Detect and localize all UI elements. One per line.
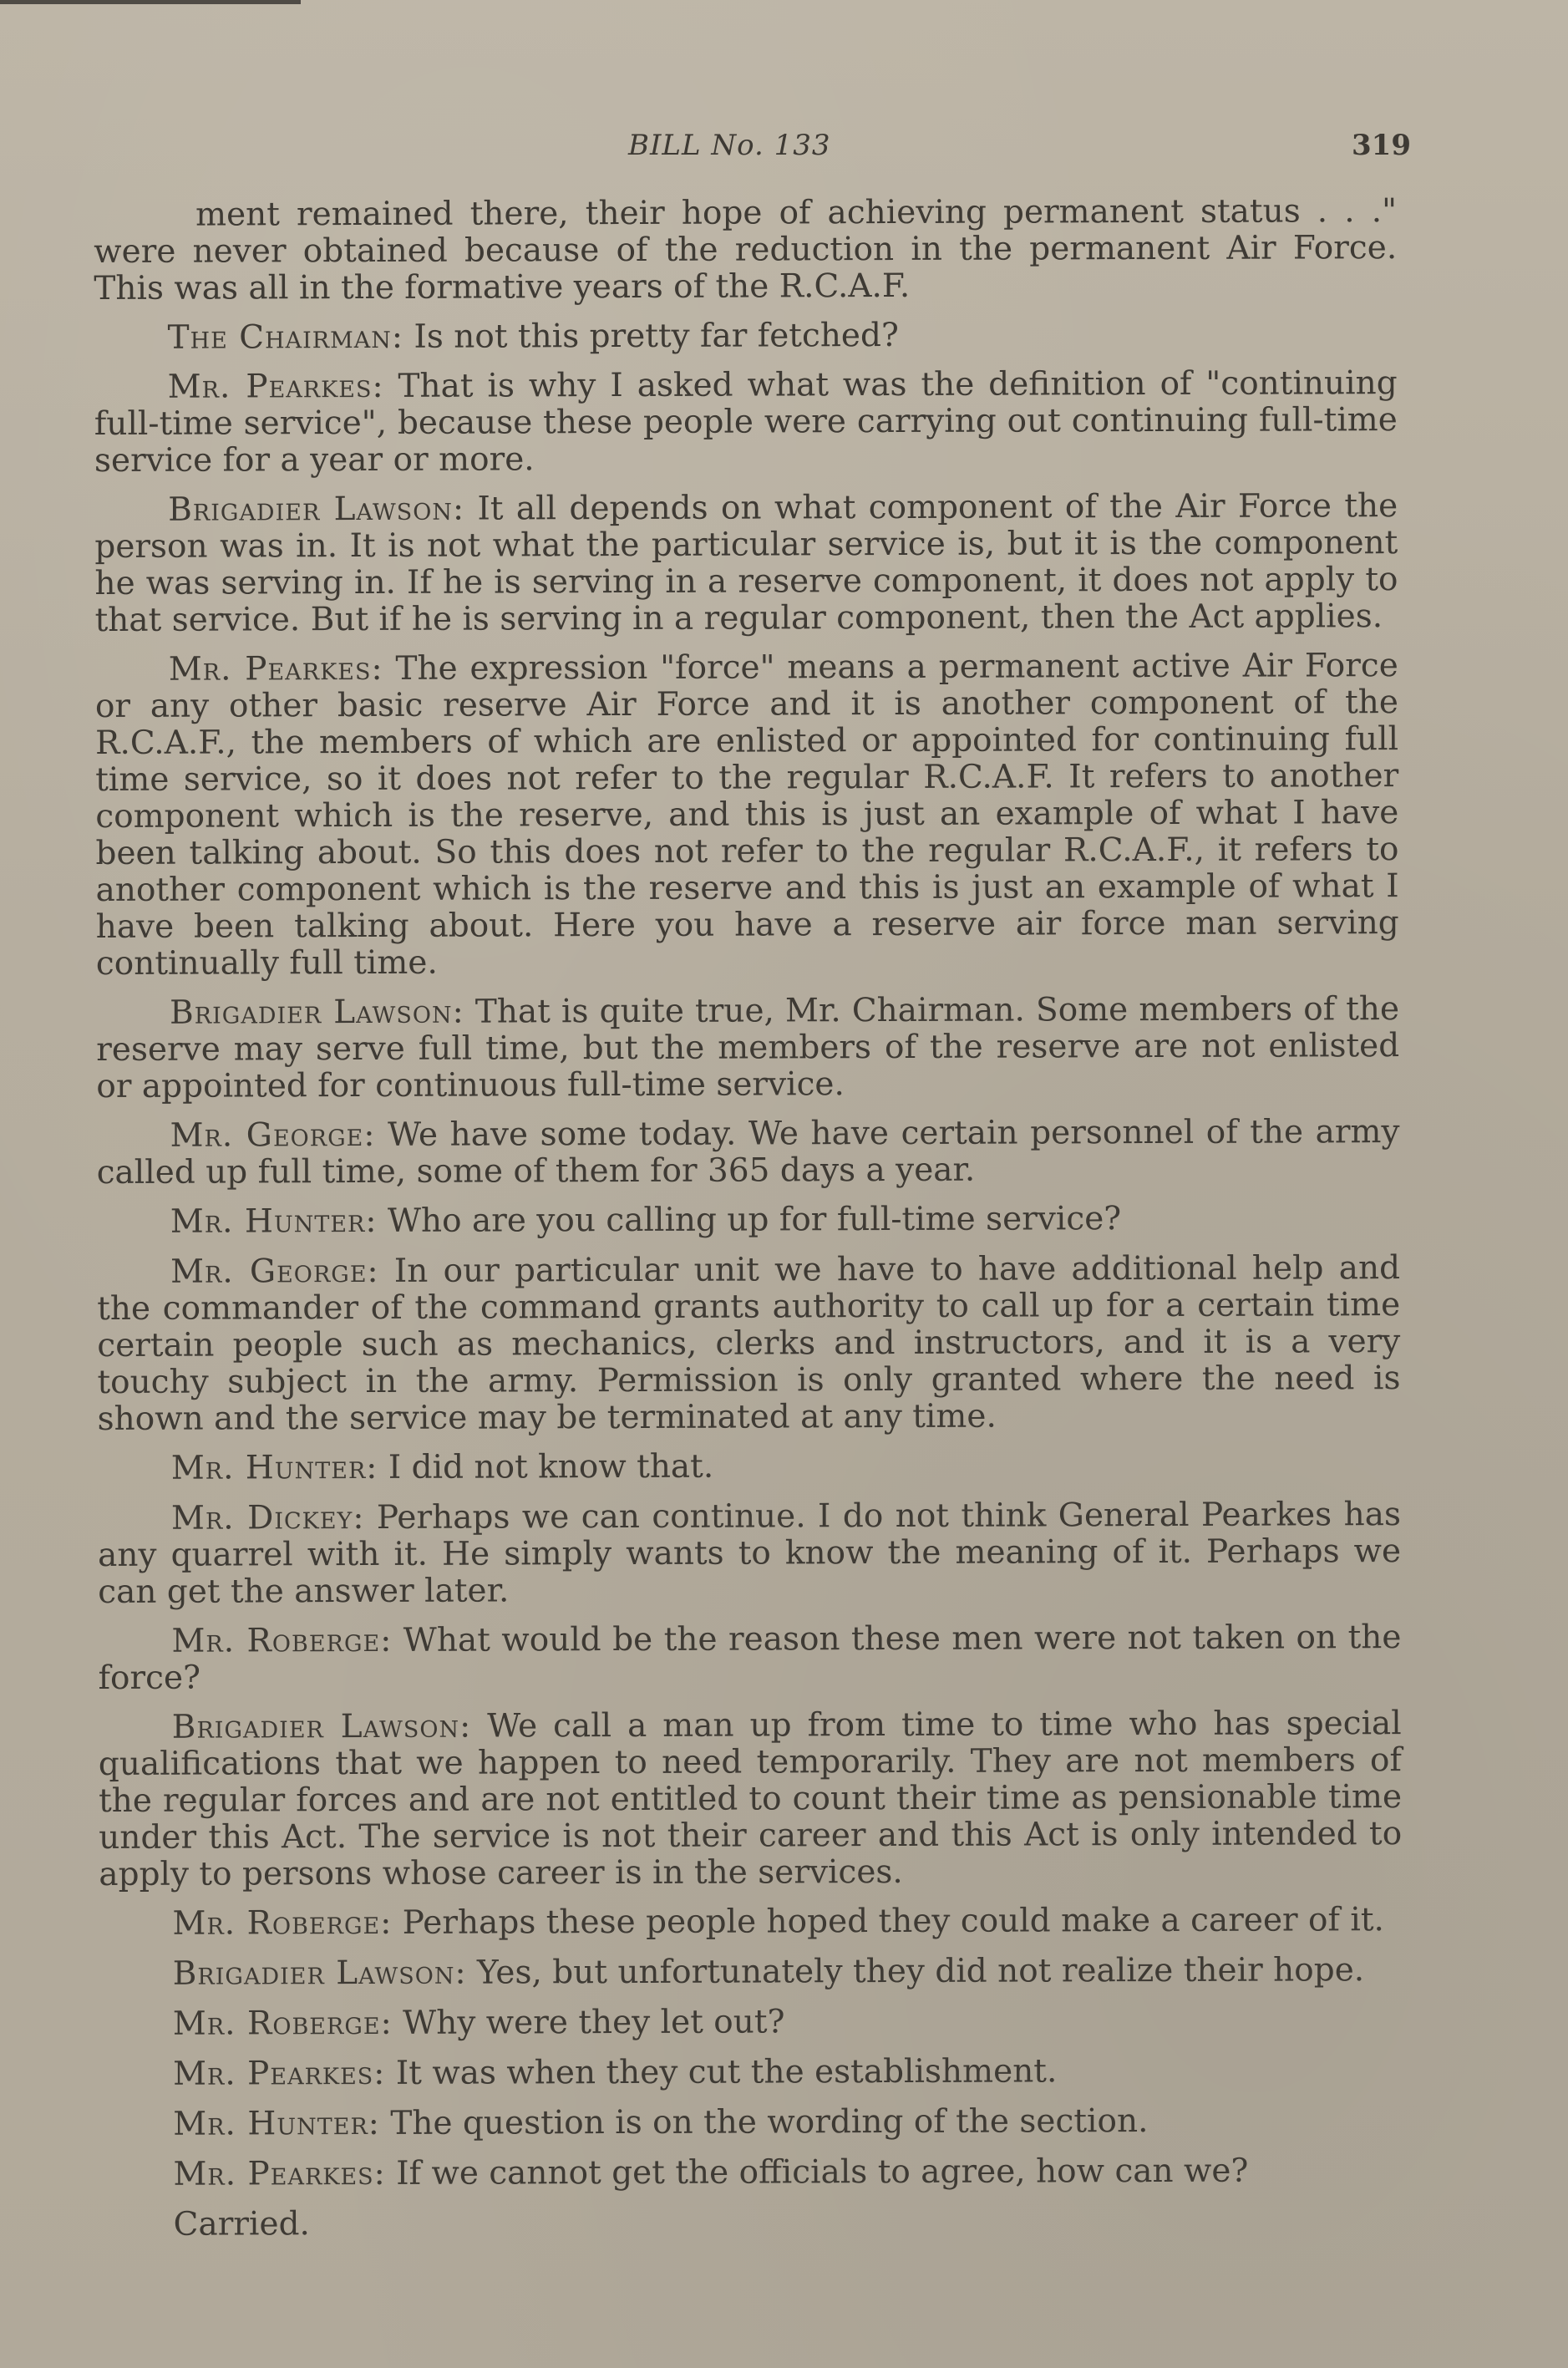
speech-text: What would be the reason these men were not taken on the force? xyxy=(98,1618,1402,1697)
speech-text: In our particular unit we have to have additional help and the commander of the command grants authority to call up for a certain time certain people such as mechanics, clerks and instructors, and it is a very touchy subject in the army. Permission is only granted where the need is shown and the service may be terminated at any time. xyxy=(97,1249,1401,1438)
running-head xyxy=(0,129,1568,170)
speech-text: The expression "force" means a permanent active Air Force or any other basic reserve Air Force and it is another component of the R.C.A.F., the members of which are enlisted or appointed for continuing full time service, so it does not refer to the regular R.C.A.F. It refers to another component which is the reserve, and this is just an example of what I have been talking about. So this does not refer to the regular R.C.A.F., it refers to another component which is the reserve and this is just an example of what I have been talking about. Here you have a reserve air force man serving continually full time. xyxy=(94,647,1399,983)
speaker-name: Mr. Pearkes: xyxy=(167,367,384,406)
speech-paragraph xyxy=(98,1446,1401,1487)
speaker-name: Mr. Roberge: xyxy=(172,1903,393,1943)
speaker-name: Mr. George: xyxy=(170,1252,379,1291)
speech-text: Perhaps we can continue. I do not think General Pearkes has any quarrel with it. He simply wants to know the meaning of it. Perhaps we can get the answer later. xyxy=(98,1496,1402,1611)
speaker-name: Mr. Roberge: xyxy=(171,1621,393,1660)
speech-paragraph xyxy=(99,2052,1403,2093)
speaker-name: Mr. Pearkes: xyxy=(168,649,383,689)
paragraph-continuation xyxy=(94,193,1397,307)
speech-text: That is quite true, Mr. Chairman. Some members of the reserve may serve full time, but the members of the reserve are not enlisted or appointed for continuous full-time service. xyxy=(96,990,1400,1105)
speech-text: It all depends on what component of the Air Force the person was in. It is not what the particular service is, but it is the component he was serving in. If he is serving in a reserve component, it does not apply to that service. But if he is serving in a regular component, then the Act applies. xyxy=(94,487,1398,639)
speaker-name: Mr. Dickey: xyxy=(170,1498,365,1537)
speech-paragraph xyxy=(94,316,1397,357)
speech-text: Is not this pretty far fetched? xyxy=(414,316,899,356)
speech-paragraph xyxy=(99,2002,1403,2043)
paragraph-text: ment remained there, their hope of achieving permanent status . . ." were never obtained because of the reduction in the permanent Air Force. This was all in the formative years of the R.C.A.F. xyxy=(94,192,1398,307)
carried-text: Carried. xyxy=(173,2205,310,2244)
speech-paragraph xyxy=(99,2152,1403,2193)
speech-paragraph xyxy=(97,1250,1401,1438)
speaker-name: Mr. Hunter: xyxy=(170,1448,378,1487)
bill-title: BILL No. 133 xyxy=(628,129,831,162)
speaker-name: Mr. Roberge: xyxy=(172,2004,393,2043)
speaker-name: Brigadier Lawson: xyxy=(171,1707,472,1746)
speech-paragraph xyxy=(99,1952,1403,1993)
speech-paragraph xyxy=(99,1705,1403,1893)
speech-paragraph xyxy=(99,2102,1403,2143)
speaker-name: Mr. Pearkes: xyxy=(173,2154,386,2193)
transcript-body xyxy=(94,193,1403,2256)
speech-text: I did not know that. xyxy=(388,1447,714,1486)
speaker-name: Mr. Hunter: xyxy=(173,2104,380,2143)
speech-text: Why were they let out? xyxy=(403,2003,785,2042)
speech-paragraph xyxy=(98,1619,1401,1697)
speech-paragraph xyxy=(96,1114,1399,1192)
speaker-name: Brigadier Lawson: xyxy=(172,1954,467,1993)
speech-paragraph xyxy=(98,1497,1401,1611)
page-number: 319 xyxy=(1352,129,1411,162)
speech-text: Yes, but unfortunately they did not realize their hope. xyxy=(476,1951,1365,1992)
speech-paragraph xyxy=(94,365,1398,480)
speech-text: We call a man up from time to time who has special qualifications that we happen to need temporarily. They are not members of the regular forces and are not entitled to count their time as pensionable time under this Act. The service is not their career and this Act is only intended to apply to persons whose career is in the services. xyxy=(98,1705,1403,1893)
carried-line xyxy=(100,2203,1403,2244)
speaker-name: The Chairman: xyxy=(167,318,404,357)
speech-text: We have some today. We have certain personnel of the army called up full time, some of them for 365 days a year. xyxy=(96,1113,1400,1192)
speech-text: Perhaps these people hoped they could make a career of it. xyxy=(402,1901,1384,1942)
speech-text: That is why I asked what was the definition of "continuing full-time service", because these people were carrying out continuing full-time service for a year or more. xyxy=(94,364,1398,480)
speaker-name: Mr. George: xyxy=(170,1115,376,1155)
speech-paragraph xyxy=(95,648,1399,983)
speech-paragraph xyxy=(96,991,1399,1105)
speaker-name: Mr. Hunter: xyxy=(170,1202,378,1241)
speech-text: If we cannot get the officials to agree, how can we? xyxy=(396,2152,1249,2193)
speech-text: Who are you calling up for full-time service? xyxy=(387,1200,1122,1240)
speech-paragraph xyxy=(97,1200,1400,1241)
speaker-name: Brigadier Lawson: xyxy=(168,490,465,529)
speech-text: The question is on the wording of the section. xyxy=(390,2102,1149,2142)
speech-text: It was when they cut the establishment. xyxy=(395,2052,1058,2092)
speaker-name: Mr. Pearkes: xyxy=(172,2054,386,2093)
speech-paragraph xyxy=(94,488,1398,639)
top-edge-rule xyxy=(0,0,301,4)
speaker-name: Brigadier Lawson: xyxy=(169,993,464,1032)
speech-paragraph xyxy=(99,1902,1402,1943)
